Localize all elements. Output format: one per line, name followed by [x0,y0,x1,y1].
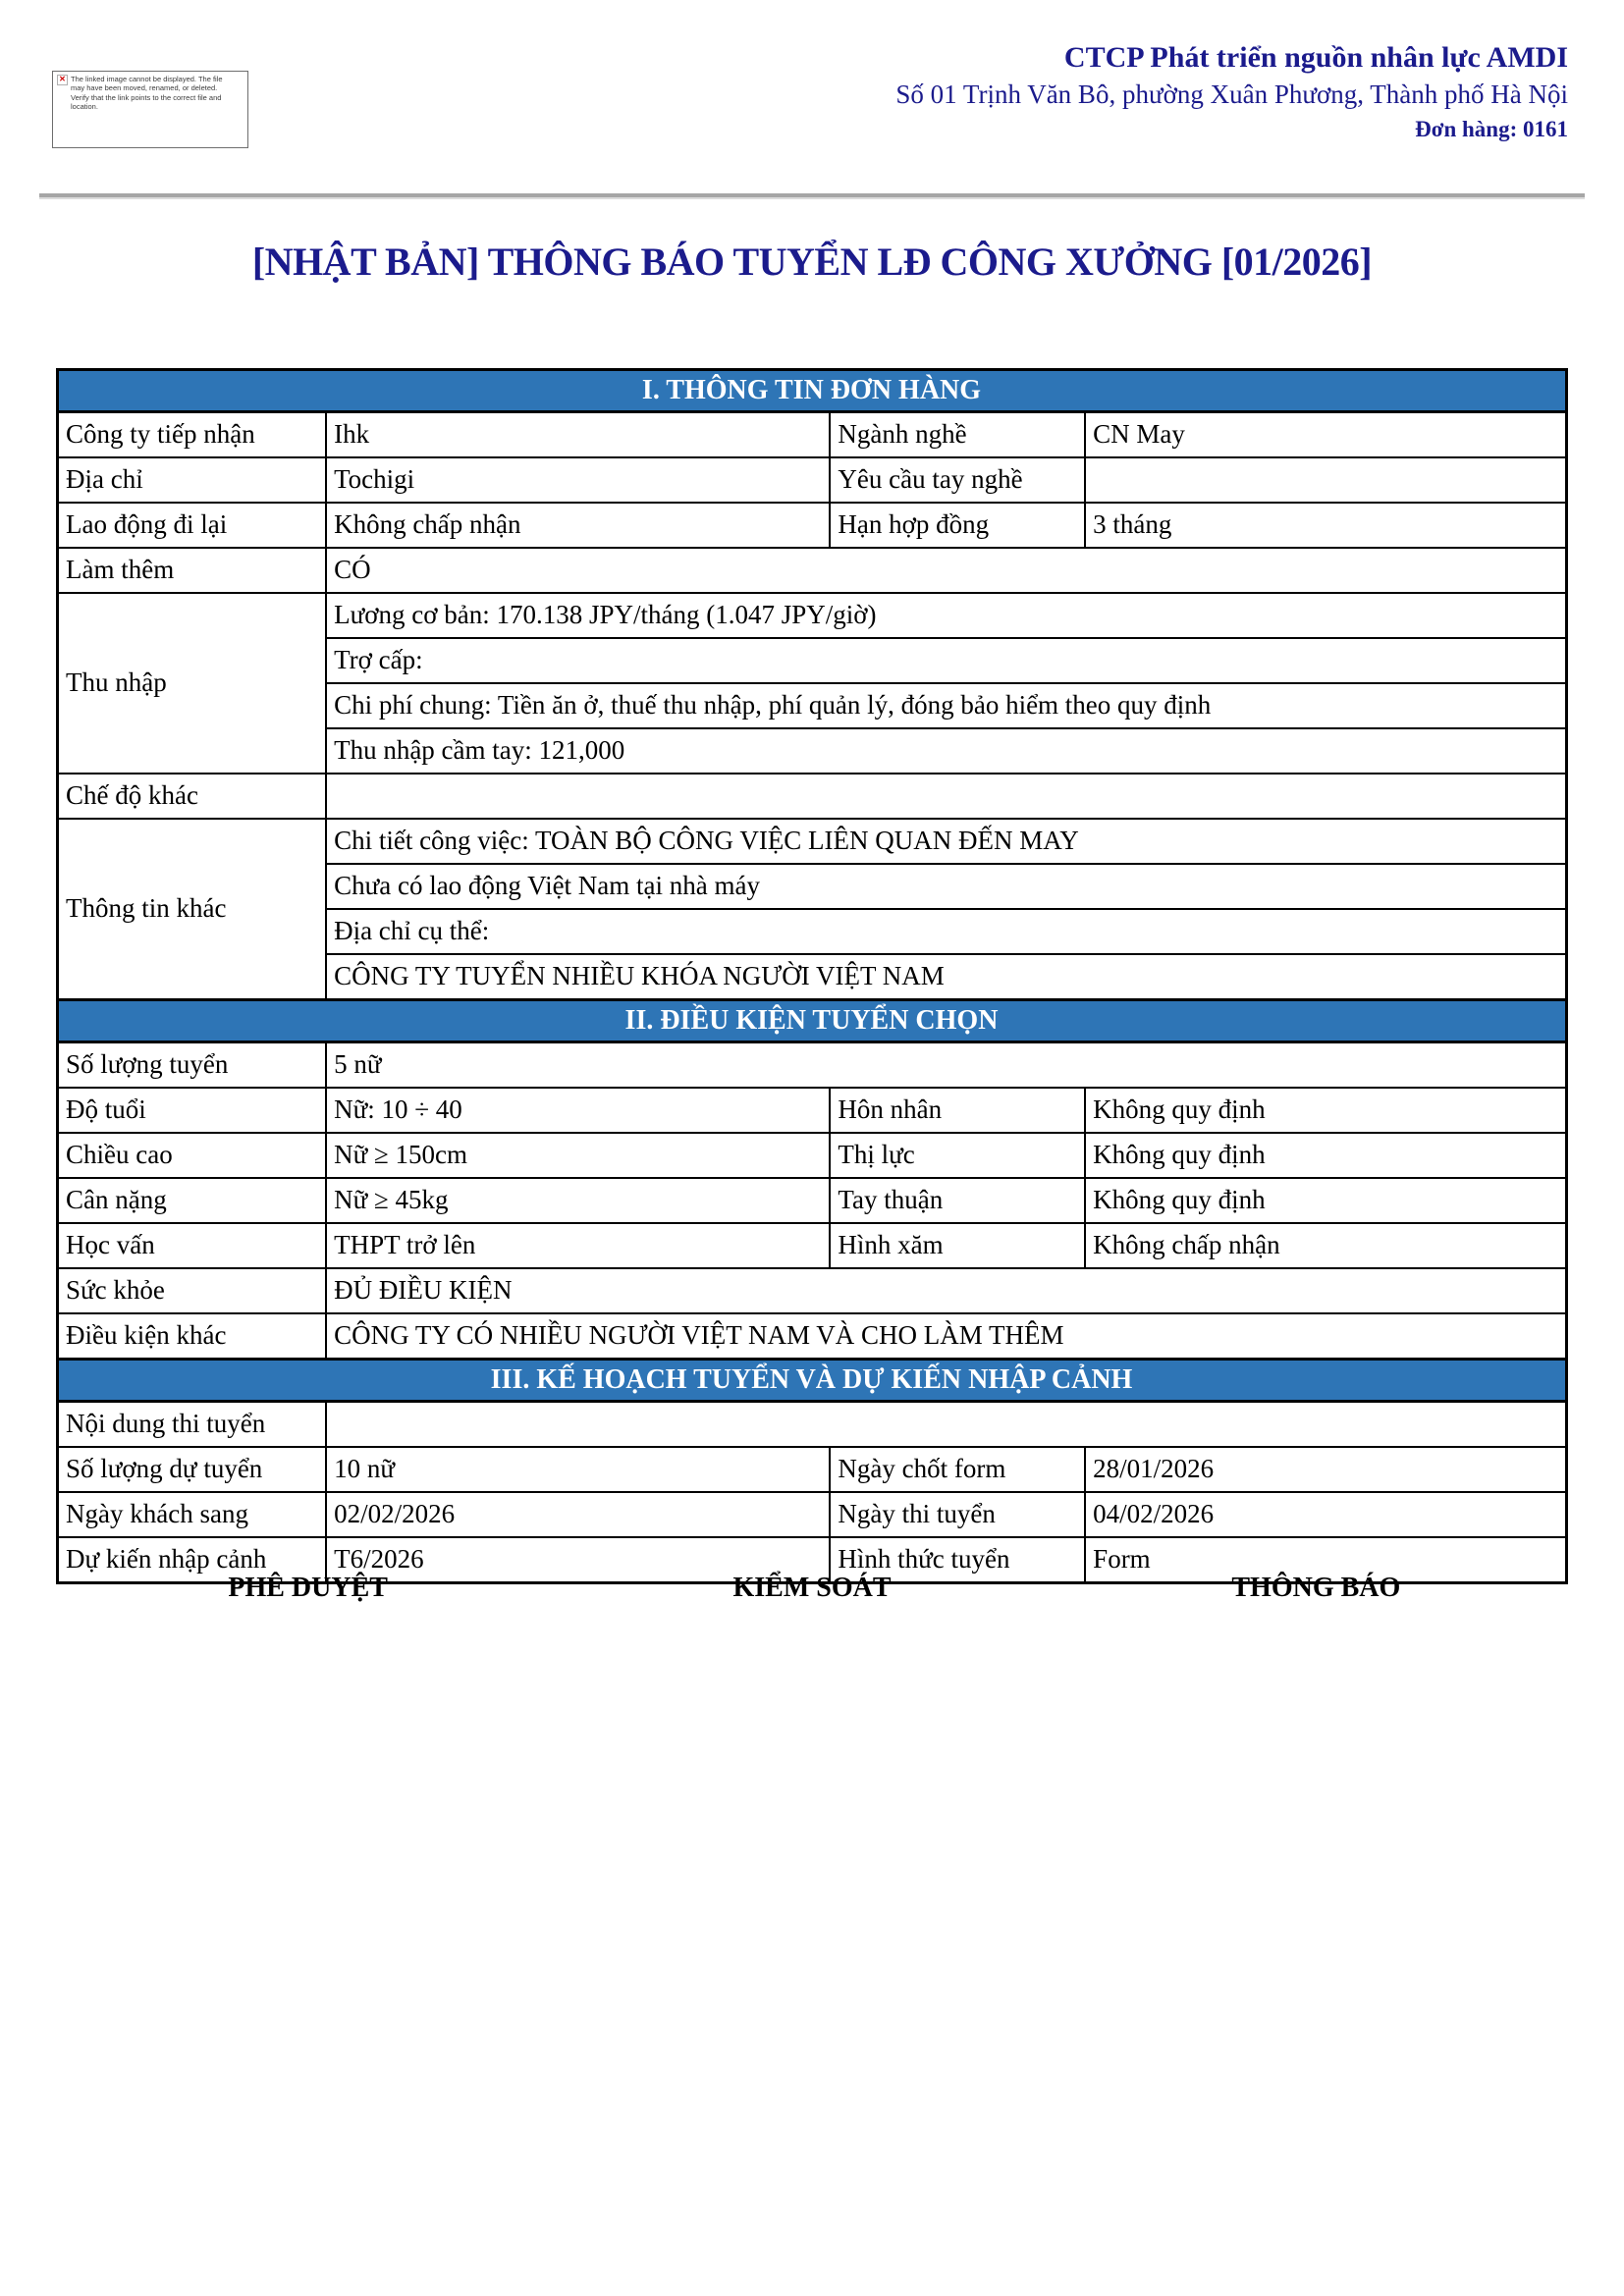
value-cell: 02/02/2026 [326,1492,830,1537]
row-label-cell: Ngày khách sang [58,1492,327,1537]
table-row [58,774,1567,819]
table-row [58,1223,1567,1268]
value-cell: 3 tháng [1085,503,1566,548]
value-cell: Thu nhập cầm tay: 121,000 [326,728,1566,774]
table-row [58,457,1567,503]
value-cell [326,1402,1566,1448]
broken-image-text: The linked image cannot be displayed. The file may have been moved, renamed, or deleted. Verify that the link points to the correct file and location. [71,75,223,112]
table-row [58,1088,1567,1133]
document-title: [NHẬT BẢN] THÔNG BÁO TUYỂN LĐ CÔNG XƯỞNG [01/2026] [251,240,1373,284]
row-label-cell: Độ tuổi [58,1088,327,1133]
row-label-cell: Chiều cao [58,1133,327,1178]
row-label-cell: Tay thuận [830,1178,1085,1223]
table-row [58,1313,1567,1360]
table-row [58,548,1567,593]
row-label-cell: Hôn nhân [830,1088,1085,1133]
table-row [58,1042,1567,1089]
value-cell: T6/2026 [326,1537,830,1583]
value-cell [326,774,1566,819]
row-label-cell: Thông tin khác [58,819,327,1000]
value-cell: ĐỦ ĐIỀU KIỆN [326,1268,1566,1313]
company-name: CTCP Phát triển nguồn nhân lực AMDI [1063,41,1568,74]
table-row [58,503,1567,548]
letterhead [895,39,1568,145]
table-row [58,1402,1567,1448]
section-header-row [58,370,1567,412]
row-label-cell: Địa chỉ [58,457,327,503]
value-cell: CÔNG TY CÓ NHIỀU NGƯỜI VIỆT NAM VÀ CHO LÀM THÊM [326,1313,1566,1360]
row-label-cell: Thị lực [830,1133,1085,1178]
value-cell: Chi tiết công việc: TOÀN BỘ CÔNG VIỆC LIÊN QUAN ĐẾN MAY [326,819,1566,864]
row-label-cell: Ngày chốt form [830,1447,1085,1492]
row-label-cell: Ngành nghề [830,412,1085,458]
value-cell: 28/01/2026 [1085,1447,1566,1492]
recruitment-table-body [58,370,1567,1583]
value-cell: THPT trở lên [326,1223,830,1268]
value-cell: Lương cơ bản: 170.138 JPY/tháng (1.047 JPY/giờ) [326,593,1566,638]
table-row [58,1133,1567,1178]
row-label-cell: Hình thức tuyển [830,1537,1085,1583]
signature-label-announce: THÔNG BÁO [1231,1573,1401,1603]
signature-label-approve: PHÊ DUYỆT [228,1573,388,1603]
row-label-cell: Công ty tiếp nhận [58,412,327,458]
value-cell: Địa chỉ cụ thể: [326,909,1566,954]
value-cell: Chưa có lao động Việt Nam tại nhà máy [326,864,1566,909]
row-label-cell: Chế độ khác [58,774,327,819]
table-row [58,593,1567,638]
row-label-cell: Hạn hợp đồng [830,503,1085,548]
value-cell: Trợ cấp: [326,638,1566,683]
value-cell: Nữ ≥ 150cm [326,1133,830,1178]
value-cell: Form [1085,1537,1566,1583]
section-header: III. KẾ HOẠCH TUYỂN VÀ DỰ KIẾN NHẬP CẢNH [58,1360,1567,1402]
row-label-cell: Điều kiện khác [58,1313,327,1360]
broken-image-icon: ✕ [57,75,68,85]
value-cell: Không chấp nhận [1085,1223,1566,1268]
row-label-cell: Làm thêm [58,548,327,593]
order-number: Đơn hàng: 0161 [1415,117,1568,141]
table-row [58,1178,1567,1223]
value-cell: 10 nữ [326,1447,830,1492]
value-cell: Nữ: 10 ÷ 40 [326,1088,830,1133]
recruitment-table [56,368,1568,1584]
section-header: I. THÔNG TIN ĐƠN HÀNG [58,370,1567,412]
row-label-cell: Cân nặng [58,1178,327,1223]
row-label-cell: Dự kiến nhập cảnh [58,1537,327,1583]
section-header: II. ĐIỀU KIỆN TUYỂN CHỌN [58,1000,1567,1042]
value-cell: Không quy định [1085,1133,1566,1178]
value-cell: Tochigi [326,457,830,503]
value-cell: Không chấp nhận [326,503,830,548]
row-label-cell: Số lượng dự tuyển [58,1447,327,1492]
table-row [58,1447,1567,1492]
section-header-row [58,1360,1567,1402]
row-label-cell: Sức khỏe [58,1268,327,1313]
value-cell: CÔNG TY TUYỂN NHIỀU KHÓA NGƯỜI VIỆT NAM [326,954,1566,1000]
horizontal-divider [39,193,1585,199]
row-label-cell: Ngày thi tuyển [830,1492,1085,1537]
value-cell: Chi phí chung: Tiền ăn ở, thuế thu nhập, phí quản lý, đóng bảo hiểm theo quy định [326,683,1566,728]
signature-row [56,1573,1568,1604]
value-cell: 04/02/2026 [1085,1492,1566,1537]
table-row [58,819,1567,864]
company-address: Số 01 Trịnh Văn Bô, phường Xuân Phương, Thành phố Hà Nội [895,80,1568,109]
value-cell: CN May [1085,412,1566,458]
row-label-cell: Nội dung thi tuyển [58,1402,327,1448]
row-label-cell: Yêu cầu tay nghề [830,457,1085,503]
value-cell: Nữ ≥ 45kg [326,1178,830,1223]
row-label-cell: Học vấn [58,1223,327,1268]
value-cell: 5 nữ [326,1042,1566,1089]
value-cell: Không quy định [1085,1178,1566,1223]
value-cell: Không quy định [1085,1088,1566,1133]
table-row [58,1492,1567,1537]
table-row [58,1268,1567,1313]
table-row [58,412,1567,458]
row-label-cell: Số lượng tuyển [58,1042,327,1089]
row-label-cell: Thu nhập [58,593,327,774]
value-cell: CÓ [326,548,1566,593]
signature-label-control: KIỂM SOÁT [732,1573,892,1603]
value-cell [1085,457,1566,503]
value-cell: Ihk [326,412,830,458]
section-header-row [58,1000,1567,1042]
row-label-cell: Lao động đi lại [58,503,327,548]
row-label-cell: Hình xăm [830,1223,1085,1268]
broken-image-placeholder [52,71,248,148]
